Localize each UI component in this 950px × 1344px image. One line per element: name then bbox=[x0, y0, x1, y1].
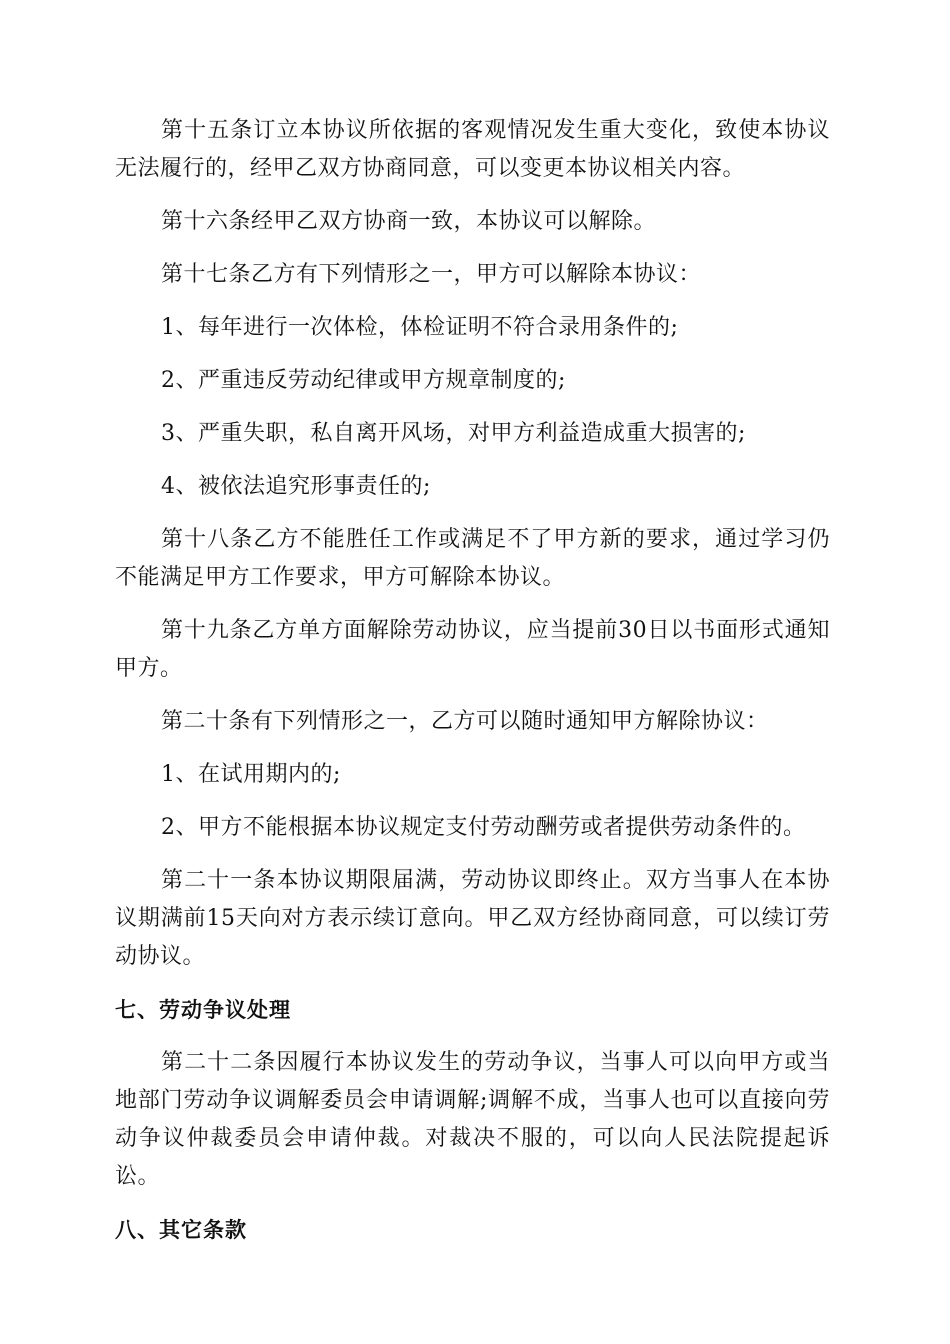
clause-20: 第二十条有下列情形之一，乙方可以随时通知甲方解除协议： bbox=[161, 709, 769, 734]
section-heading-8: 八、其它条款 bbox=[115, 1218, 247, 1242]
clause-19: 第十九条乙方单方面解除劳动协议，应当提前30日以书面形式通知甲方。 bbox=[115, 618, 830, 681]
section-heading-7: 七、劳动争议处理 bbox=[115, 998, 291, 1022]
document-body bbox=[115, 112, 830, 1264]
clause-17-item-2: 2、严重违反劳动纪律或甲方规章制度的; bbox=[161, 368, 566, 393]
clause-20-item-2: 2、甲方不能根据本协议规定支付劳动酬劳或者提供劳动条件的。 bbox=[161, 815, 806, 840]
clause-21: 第二十一条本协议期限届满，劳动协议即终止。双方当事人在本协议期满前15天向对方表示续订意向。甲乙双方经协商同意，可以续订劳动协议。 bbox=[115, 868, 830, 969]
clause-22: 第二十二条因履行本协议发生的劳动争议，当事人可以向甲方或当地部门劳动争议调解委员会申请调解;调解不成，当事人也可以直接向劳动争议仲裁委员会申请仲裁。对裁决不服的，可以向人民法院提起诉讼。 bbox=[115, 1050, 830, 1189]
clause-17: 第十七条乙方有下列情形之一，甲方可以解除本协议： bbox=[161, 262, 702, 287]
clause-17-item-3: 3、严重失职，私自离开风场，对甲方利益造成重大损害的; bbox=[161, 421, 746, 446]
clause-17-item-1: 1、每年进行一次体检，体检证明不符合录用条件的; bbox=[161, 315, 679, 340]
clause-20-item-1: 1、在试用期内的; bbox=[161, 762, 341, 787]
clause-17-item-4: 4、被依法追究形事责任的; bbox=[161, 474, 431, 499]
clause-16: 第十六条经甲乙双方协商一致，本协议可以解除。 bbox=[161, 209, 657, 234]
clause-15: 第十五条订立本协议所依据的客观情况发生重大变化，致使本协议无法履行的，经甲乙双方协商同意，可以变更本协议相关内容。 bbox=[115, 118, 830, 181]
clause-18: 第十八条乙方不能胜任工作或满足不了甲方新的要求，通过学习仍不能满足甲方工作要求，甲方可解除本协议。 bbox=[115, 527, 830, 590]
